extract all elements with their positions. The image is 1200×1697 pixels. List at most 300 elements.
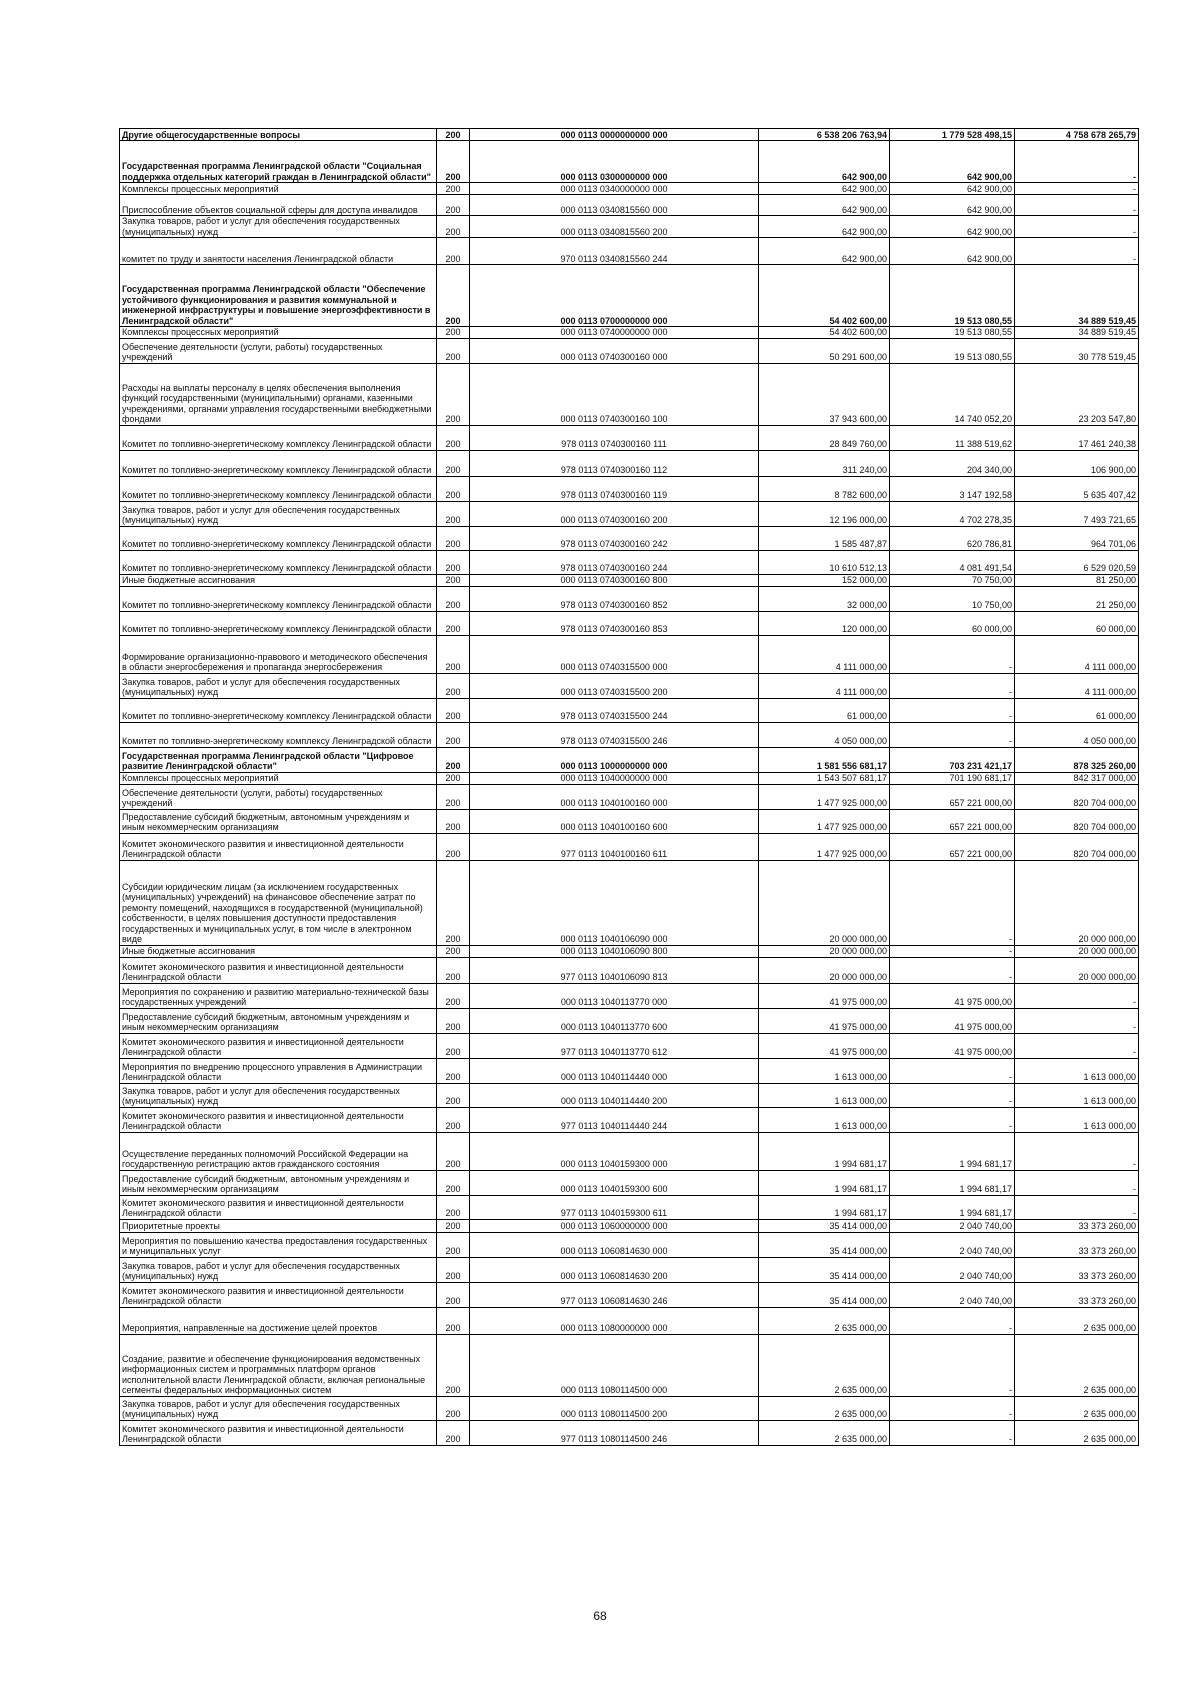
row-name: Комитет по топливно-энергетическому комплексу Ленинградской области [120, 698, 437, 722]
row-line-code: 200 [437, 747, 470, 772]
row-classification-code: 977 0113 1040113770 612 [470, 1033, 759, 1058]
row-name: Иные бюджетные ассигнования [120, 945, 437, 957]
row-plan-amount: 2 635 000,00 [759, 1396, 890, 1420]
row-line-code: 200 [437, 586, 470, 611]
row-classification-code: 000 0113 1040113770 600 [470, 1008, 759, 1033]
row-plan-amount: 1 613 000,00 [759, 1083, 890, 1107]
table-row [120, 1334, 1139, 1396]
row-executed-amount: 1 779 528 498,15 [890, 129, 1015, 141]
row-name: Комитет экономического развития и инвестиционной деятельности Ленинградской области [120, 1195, 437, 1219]
row-executed-amount: 41 975 000,00 [890, 1008, 1015, 1033]
row-name: Создание, развитие и обеспечение функционирования ведомственных информационных систем и программных платформ органов исполнительной власти Ленинградской области, включая региональные сегменты федеральных информационных систем [120, 1334, 437, 1396]
row-classification-code: 000 0113 1060814630 000 [470, 1232, 759, 1257]
table-row [120, 476, 1139, 501]
table-row [120, 183, 1139, 195]
row-classification-code: 977 0113 1040100160 611 [470, 833, 759, 860]
row-plan-amount: 2 635 000,00 [759, 1420, 890, 1445]
row-remaining-amount: 20 000 000,00 [1015, 945, 1139, 957]
row-plan-amount: 35 414 000,00 [759, 1219, 890, 1232]
row-classification-code: 000 0113 1040100160 000 [470, 784, 759, 809]
row-executed-amount: 2 040 740,00 [890, 1282, 1015, 1307]
row-line-code: 200 [437, 526, 470, 550]
row-plan-amount: 2 635 000,00 [759, 1334, 890, 1396]
row-executed-amount: - [890, 1396, 1015, 1420]
row-name: Обеспечение деятельности (услуги, работы) государственных учреждений [120, 338, 437, 363]
row-remaining-amount: 820 704 000,00 [1015, 809, 1139, 833]
row-remaining-amount: - [1015, 141, 1139, 183]
row-executed-amount: 703 231 421,17 [890, 747, 1015, 772]
row-plan-amount: 1 613 000,00 [759, 1107, 890, 1132]
row-classification-code: 978 0113 0740300160 111 [470, 425, 759, 450]
row-line-code: 200 [437, 809, 470, 833]
row-classification-code: 000 0113 0300000000 000 [470, 141, 759, 183]
row-executed-amount: - [890, 722, 1015, 747]
table-row [120, 945, 1139, 957]
row-line-code: 200 [437, 722, 470, 747]
row-plan-amount: 1 581 556 681,17 [759, 747, 890, 772]
table-row [120, 635, 1139, 673]
row-line-code: 200 [437, 195, 470, 216]
row-name: Государственная программа Ленинградской области "Обеспечение устойчивого функционирования и развития коммунальной и инженерной инфраструктуры и повышение энергоэффективности в Ленинградской области" [120, 265, 437, 327]
row-line-code: 200 [437, 1420, 470, 1445]
table-row [120, 1083, 1139, 1107]
table-row [120, 141, 1139, 183]
row-remaining-amount: - [1015, 983, 1139, 1008]
row-plan-amount: 6 538 206 763,94 [759, 129, 890, 141]
row-line-code: 200 [437, 363, 470, 425]
row-remaining-amount: 5 635 407,42 [1015, 476, 1139, 501]
row-remaining-amount: 7 493 721,65 [1015, 501, 1139, 526]
row-executed-amount: - [890, 673, 1015, 698]
row-line-code: 200 [437, 860, 470, 945]
row-plan-amount: 28 849 760,00 [759, 425, 890, 450]
row-plan-amount: 20 000 000,00 [759, 945, 890, 957]
row-plan-amount: 35 414 000,00 [759, 1282, 890, 1307]
table-row [120, 1132, 1139, 1170]
row-executed-amount: - [890, 635, 1015, 673]
table-row [120, 1219, 1139, 1232]
row-plan-amount: 311 240,00 [759, 450, 890, 476]
row-name: Формирование организационно-правового и методического обеспечения в области энергосбережения и пропаганда энергосбережения [120, 635, 437, 673]
row-remaining-amount: 6 529 020,59 [1015, 550, 1139, 574]
row-plan-amount: 1 585 487,87 [759, 526, 890, 550]
row-line-code: 200 [437, 772, 470, 784]
table-row [120, 195, 1139, 216]
row-executed-amount: 657 221 000,00 [890, 809, 1015, 833]
row-plan-amount: 54 402 600,00 [759, 265, 890, 327]
row-name: Закупка товаров, работ и услуг для обеспечения государственных (муниципальных) нужд [120, 501, 437, 526]
row-name: Комитет по топливно-энергетическому комплексу Ленинградской области [120, 586, 437, 611]
row-executed-amount: - [890, 945, 1015, 957]
row-executed-amount: 19 513 080,55 [890, 327, 1015, 339]
row-remaining-amount: 2 635 000,00 [1015, 1334, 1139, 1396]
row-executed-amount: 3 147 192,58 [890, 476, 1015, 501]
row-classification-code: 000 0113 1000000000 000 [470, 747, 759, 772]
row-name: Мероприятия, направленные на достижение целей проектов [120, 1307, 437, 1334]
row-line-code: 200 [437, 327, 470, 339]
row-remaining-amount: - [1015, 195, 1139, 216]
row-executed-amount: 642 900,00 [890, 238, 1015, 265]
row-line-code: 200 [437, 216, 470, 238]
table-row [120, 425, 1139, 450]
table-row [120, 1195, 1139, 1219]
row-remaining-amount: 23 203 547,80 [1015, 363, 1139, 425]
table-row [120, 809, 1139, 833]
row-classification-code: 977 0113 1040114440 244 [470, 1107, 759, 1132]
row-executed-amount: 2 040 740,00 [890, 1257, 1015, 1282]
row-classification-code: 970 0113 0340815560 244 [470, 238, 759, 265]
row-remaining-amount: 878 325 260,00 [1015, 747, 1139, 772]
budget-table [119, 128, 1139, 1446]
row-line-code: 200 [437, 338, 470, 363]
table-row [120, 238, 1139, 265]
table-row [120, 363, 1139, 425]
row-plan-amount: 1 994 681,17 [759, 1132, 890, 1170]
row-executed-amount: 657 221 000,00 [890, 833, 1015, 860]
row-executed-amount: 19 513 080,55 [890, 265, 1015, 327]
row-plan-amount: 12 196 000,00 [759, 501, 890, 526]
row-executed-amount: 642 900,00 [890, 141, 1015, 183]
row-name: Комитет экономического развития и инвестиционной деятельности Ленинградской области [120, 1282, 437, 1307]
table-row [120, 747, 1139, 772]
row-line-code: 200 [437, 1033, 470, 1058]
row-classification-code: 000 0113 0740300160 100 [470, 363, 759, 425]
row-classification-code: 000 0113 0000000000 000 [470, 129, 759, 141]
row-remaining-amount: - [1015, 1132, 1139, 1170]
table-row [120, 1307, 1139, 1334]
table-row [120, 1008, 1139, 1033]
table-row [120, 1396, 1139, 1420]
row-line-code: 200 [437, 129, 470, 141]
row-executed-amount: - [890, 1307, 1015, 1334]
row-classification-code: 977 0113 1060814630 246 [470, 1282, 759, 1307]
row-name: Комитет экономического развития и инвестиционной деятельности Ленинградской области [120, 957, 437, 983]
row-remaining-amount: - [1015, 1195, 1139, 1219]
row-name: Приспособление объектов социальной сферы для доступа инвалидов [120, 195, 437, 216]
row-plan-amount: 1 994 681,17 [759, 1170, 890, 1195]
row-plan-amount: 54 402 600,00 [759, 327, 890, 339]
row-executed-amount: 4 702 278,35 [890, 501, 1015, 526]
table-row [120, 833, 1139, 860]
row-classification-code: 978 0113 0740300160 244 [470, 550, 759, 574]
row-executed-amount: 2 040 740,00 [890, 1219, 1015, 1232]
table-row [120, 1420, 1139, 1445]
row-name: Государственная программа Ленинградской области "Цифровое развитие Ленинградской области" [120, 747, 437, 772]
row-executed-amount: - [890, 860, 1015, 945]
row-executed-amount: 642 900,00 [890, 216, 1015, 238]
row-remaining-amount: 2 635 000,00 [1015, 1420, 1139, 1445]
table-row [120, 338, 1139, 363]
row-executed-amount: - [890, 957, 1015, 983]
row-name: Закупка товаров, работ и услуг для обеспечения государственных (муниципальных) нужд [120, 1396, 437, 1420]
row-classification-code: 978 0113 0740300160 119 [470, 476, 759, 501]
row-line-code: 200 [437, 673, 470, 698]
row-executed-amount: 204 340,00 [890, 450, 1015, 476]
row-name: Комитет экономического развития и инвестиционной деятельности Ленинградской области [120, 1420, 437, 1445]
row-name: Закупка товаров, работ и услуг для обеспечения государственных (муниципальных) нужд [120, 1257, 437, 1282]
row-remaining-amount: 34 889 519,45 [1015, 265, 1139, 327]
table-row [120, 129, 1139, 141]
table-row [120, 772, 1139, 784]
row-plan-amount: 642 900,00 [759, 238, 890, 265]
row-line-code: 200 [437, 1219, 470, 1232]
table-row [120, 216, 1139, 238]
row-executed-amount: 642 900,00 [890, 183, 1015, 195]
row-name: Комитет экономического развития и инвестиционной деятельности Ленинградской области [120, 1107, 437, 1132]
row-executed-amount: 41 975 000,00 [890, 983, 1015, 1008]
row-executed-amount: 4 081 491,54 [890, 550, 1015, 574]
row-name: Комитет по топливно-энергетическому комплексу Ленинградской области [120, 550, 437, 574]
row-classification-code: 000 0113 1080000000 000 [470, 1307, 759, 1334]
row-classification-code: 978 0113 0740315500 246 [470, 722, 759, 747]
budget-table-body [120, 129, 1139, 1446]
row-executed-amount: - [890, 1420, 1015, 1445]
row-name: Предоставление субсидий бюджетным, автономным учреждениям и иным некоммерческим организациям [120, 809, 437, 833]
row-line-code: 200 [437, 574, 470, 586]
row-classification-code: 000 0113 1040113770 000 [470, 983, 759, 1008]
row-remaining-amount: 964 701,06 [1015, 526, 1139, 550]
row-plan-amount: 1 994 681,17 [759, 1195, 890, 1219]
row-remaining-amount: 30 778 519,45 [1015, 338, 1139, 363]
row-classification-code: 000 0113 1040159300 600 [470, 1170, 759, 1195]
row-remaining-amount: 106 900,00 [1015, 450, 1139, 476]
table-row [120, 450, 1139, 476]
row-executed-amount: 41 975 000,00 [890, 1033, 1015, 1058]
row-remaining-amount: 1 613 000,00 [1015, 1107, 1139, 1132]
row-plan-amount: 50 291 600,00 [759, 338, 890, 363]
row-remaining-amount: 33 373 260,00 [1015, 1232, 1139, 1257]
table-row [120, 501, 1139, 526]
row-line-code: 200 [437, 957, 470, 983]
row-classification-code: 000 0113 1040000000 000 [470, 772, 759, 784]
row-name: Комитет по топливно-энергетическому комплексу Ленинградской области [120, 526, 437, 550]
row-classification-code: 000 0113 0340000000 000 [470, 183, 759, 195]
row-name: Субсидии юридическим лицам (за исключением государственных (муниципальных) учреждений) на финансовое обеспечение затрат по ремонту помещений, находящихся в государственной (муниципальной) собственности, в целях повышения доступности предоставления государственных и муниципальных услуг, в том числе в электронном виде [120, 860, 437, 945]
row-line-code: 200 [437, 1170, 470, 1195]
row-classification-code: 000 0113 1040100160 600 [470, 809, 759, 833]
row-name: Комитет по топливно-энергетическому комплексу Ленинградской области [120, 450, 437, 476]
row-executed-amount: 642 900,00 [890, 195, 1015, 216]
row-classification-code: 000 0113 1080114500 200 [470, 1396, 759, 1420]
row-name: Осуществление переданных полномочий Российской Федерации на государственную регистрацию актов гражданского состояния [120, 1132, 437, 1170]
row-plan-amount: 41 975 000,00 [759, 1008, 890, 1033]
row-remaining-amount: 820 704 000,00 [1015, 784, 1139, 809]
row-remaining-amount: 34 889 519,45 [1015, 327, 1139, 339]
row-plan-amount: 1 477 925 000,00 [759, 809, 890, 833]
row-executed-amount: - [890, 1334, 1015, 1396]
row-name: Комплексы процессных мероприятий [120, 327, 437, 339]
row-remaining-amount: 1 613 000,00 [1015, 1083, 1139, 1107]
row-remaining-amount: - [1015, 238, 1139, 265]
row-executed-amount: 19 513 080,55 [890, 338, 1015, 363]
row-line-code: 200 [437, 1008, 470, 1033]
row-plan-amount: 1 543 507 681,17 [759, 772, 890, 784]
row-executed-amount: 14 740 052,20 [890, 363, 1015, 425]
row-plan-amount: 41 975 000,00 [759, 983, 890, 1008]
row-remaining-amount: 2 635 000,00 [1015, 1396, 1139, 1420]
row-plan-amount: 642 900,00 [759, 195, 890, 216]
row-plan-amount: 32 000,00 [759, 586, 890, 611]
row-line-code: 200 [437, 1058, 470, 1083]
row-name: Закупка товаров, работ и услуг для обеспечения государственных (муниципальных) нужд [120, 1083, 437, 1107]
row-line-code: 200 [437, 635, 470, 673]
row-line-code: 200 [437, 1334, 470, 1396]
row-line-code: 200 [437, 1257, 470, 1282]
row-plan-amount: 35 414 000,00 [759, 1257, 890, 1282]
row-classification-code: 977 0113 1040159300 611 [470, 1195, 759, 1219]
row-remaining-amount: 20 000 000,00 [1015, 957, 1139, 983]
row-name: Закупка товаров, работ и услуг для обеспечения государственных (муниципальных) нужд [120, 216, 437, 238]
row-remaining-amount: 820 704 000,00 [1015, 833, 1139, 860]
row-line-code: 200 [437, 983, 470, 1008]
row-executed-amount: 11 388 519,62 [890, 425, 1015, 450]
row-executed-amount: 1 994 681,17 [890, 1170, 1015, 1195]
row-name: Предоставление субсидий бюджетным, автономным учреждениям и иным некоммерческим организациям [120, 1008, 437, 1033]
row-remaining-amount: 20 000 000,00 [1015, 860, 1139, 945]
table-row [120, 1232, 1139, 1257]
row-classification-code: 000 0113 1040114440 000 [470, 1058, 759, 1083]
table-row [120, 1282, 1139, 1307]
row-classification-code: 000 0113 1040159300 000 [470, 1132, 759, 1170]
row-remaining-amount: 4 758 678 265,79 [1015, 129, 1139, 141]
row-classification-code: 000 0113 1060814630 200 [470, 1257, 759, 1282]
row-classification-code: 978 0113 0740315500 244 [470, 698, 759, 722]
row-executed-amount: 10 750,00 [890, 586, 1015, 611]
row-name: Комитет по топливно-энергетическому комплексу Ленинградской области [120, 722, 437, 747]
row-name: Комитет экономического развития и инвестиционной деятельности Ленинградской области [120, 1033, 437, 1058]
row-plan-amount: 20 000 000,00 [759, 860, 890, 945]
row-plan-amount: 37 943 600,00 [759, 363, 890, 425]
row-line-code: 200 [437, 425, 470, 450]
row-plan-amount: 4 050 000,00 [759, 722, 890, 747]
row-plan-amount: 41 975 000,00 [759, 1033, 890, 1058]
row-remaining-amount: 1 613 000,00 [1015, 1058, 1139, 1083]
row-remaining-amount: 842 317 000,00 [1015, 772, 1139, 784]
row-classification-code: 978 0113 0740300160 242 [470, 526, 759, 550]
row-remaining-amount: - [1015, 1033, 1139, 1058]
row-classification-code: 000 0113 0740300160 800 [470, 574, 759, 586]
row-name: Комитет по топливно-энергетическому комплексу Ленинградской области [120, 425, 437, 450]
row-line-code: 200 [437, 501, 470, 526]
row-classification-code: 000 0113 1060000000 000 [470, 1219, 759, 1232]
row-plan-amount: 20 000 000,00 [759, 957, 890, 983]
row-name: Предоставление субсидий бюджетным, автономным учреждениям и иным некоммерческим организациям [120, 1170, 437, 1195]
row-executed-amount: - [890, 1107, 1015, 1132]
row-name: Иные бюджетные ассигнования [120, 574, 437, 586]
row-remaining-amount: 17 461 240,38 [1015, 425, 1139, 450]
row-name: Мероприятия по повышению качества предоставления государственных и муниципальных услуг [120, 1232, 437, 1257]
row-name: Мероприятия по сохранению и развитию материально-технической базы государственных учреждений [120, 983, 437, 1008]
table-row [120, 1257, 1139, 1282]
row-line-code: 200 [437, 550, 470, 574]
table-row [120, 673, 1139, 698]
table-row [120, 1033, 1139, 1058]
row-line-code: 200 [437, 945, 470, 957]
row-executed-amount: 620 786,81 [890, 526, 1015, 550]
row-plan-amount: 1 477 925 000,00 [759, 784, 890, 809]
row-executed-amount: - [890, 698, 1015, 722]
row-plan-amount: 1 613 000,00 [759, 1058, 890, 1083]
row-line-code: 200 [437, 141, 470, 183]
row-plan-amount: 642 900,00 [759, 141, 890, 183]
row-name: Комитет по топливно-энергетическому комплексу Ленинградской области [120, 611, 437, 635]
table-row [120, 722, 1139, 747]
row-line-code: 200 [437, 476, 470, 501]
row-remaining-amount: - [1015, 216, 1139, 238]
row-classification-code: 000 0113 1040106090 800 [470, 945, 759, 957]
row-line-code: 200 [437, 1132, 470, 1170]
row-classification-code: 977 0113 1040106090 813 [470, 957, 759, 983]
page-number: 68 [593, 1609, 607, 1623]
row-executed-amount: - [890, 1058, 1015, 1083]
table-row [120, 957, 1139, 983]
row-line-code: 200 [437, 611, 470, 635]
table-row [120, 526, 1139, 550]
row-executed-amount: 60 000,00 [890, 611, 1015, 635]
table-row [120, 327, 1139, 339]
row-plan-amount: 120 000,00 [759, 611, 890, 635]
row-remaining-amount: 2 635 000,00 [1015, 1307, 1139, 1334]
row-remaining-amount: - [1015, 1170, 1139, 1195]
row-classification-code: 000 0113 0740300160 200 [470, 501, 759, 526]
row-name: Расходы на выплаты персоналу в целях обеспечения выполнения функций государственными (муниципальными) органами, казенными учреждениями, органами управления государственными внебюджетными фондами [120, 363, 437, 425]
row-plan-amount: 10 610 512,13 [759, 550, 890, 574]
row-plan-amount: 4 111 000,00 [759, 635, 890, 673]
row-remaining-amount: 4 050 000,00 [1015, 722, 1139, 747]
table-row [120, 1058, 1139, 1083]
row-classification-code: 978 0113 0740300160 112 [470, 450, 759, 476]
row-remaining-amount: 4 111 000,00 [1015, 673, 1139, 698]
row-executed-amount: 657 221 000,00 [890, 784, 1015, 809]
table-row [120, 611, 1139, 635]
row-executed-amount: 2 040 740,00 [890, 1232, 1015, 1257]
row-classification-code: 000 0113 0700000000 000 [470, 265, 759, 327]
table-row [120, 1107, 1139, 1132]
row-name: Комплексы процессных мероприятий [120, 772, 437, 784]
row-classification-code: 000 0113 1040114440 200 [470, 1083, 759, 1107]
row-remaining-amount: 4 111 000,00 [1015, 635, 1139, 673]
row-remaining-amount: 61 000,00 [1015, 698, 1139, 722]
row-name: Мероприятия по внедрению процессного управления в Администрации Ленинградской области [120, 1058, 437, 1083]
row-line-code: 200 [437, 238, 470, 265]
row-name: Комплексы процессных мероприятий [120, 183, 437, 195]
row-classification-code: 000 0113 0740315500 200 [470, 673, 759, 698]
row-plan-amount: 35 414 000,00 [759, 1232, 890, 1257]
table-row [120, 983, 1139, 1008]
row-line-code: 200 [437, 1307, 470, 1334]
row-name: Государственная программа Ленинградской области "Социальная поддержка отдельных категорий граждан в Ленинградской области" [120, 141, 437, 183]
row-classification-code: 000 0113 0340815560 000 [470, 195, 759, 216]
row-remaining-amount: 21 250,00 [1015, 586, 1139, 611]
row-classification-code: 978 0113 0740300160 852 [470, 586, 759, 611]
row-remaining-amount: 33 373 260,00 [1015, 1257, 1139, 1282]
row-executed-amount: 70 750,00 [890, 574, 1015, 586]
row-plan-amount: 8 782 600,00 [759, 476, 890, 501]
row-plan-amount: 61 000,00 [759, 698, 890, 722]
row-line-code: 200 [437, 1195, 470, 1219]
row-plan-amount: 2 635 000,00 [759, 1307, 890, 1334]
row-line-code: 200 [437, 1083, 470, 1107]
row-name: Другие общегосударственные вопросы [120, 129, 437, 141]
row-name: комитет по труду и занятости населения Ленинградской области [120, 238, 437, 265]
row-plan-amount: 642 900,00 [759, 216, 890, 238]
row-name: Закупка товаров, работ и услуг для обеспечения государственных (муниципальных) нужд [120, 673, 437, 698]
row-classification-code: 000 0113 1040106090 000 [470, 860, 759, 945]
row-plan-amount: 1 477 925 000,00 [759, 833, 890, 860]
row-classification-code: 000 0113 0740300160 000 [470, 338, 759, 363]
row-remaining-amount: - [1015, 183, 1139, 195]
row-plan-amount: 642 900,00 [759, 183, 890, 195]
